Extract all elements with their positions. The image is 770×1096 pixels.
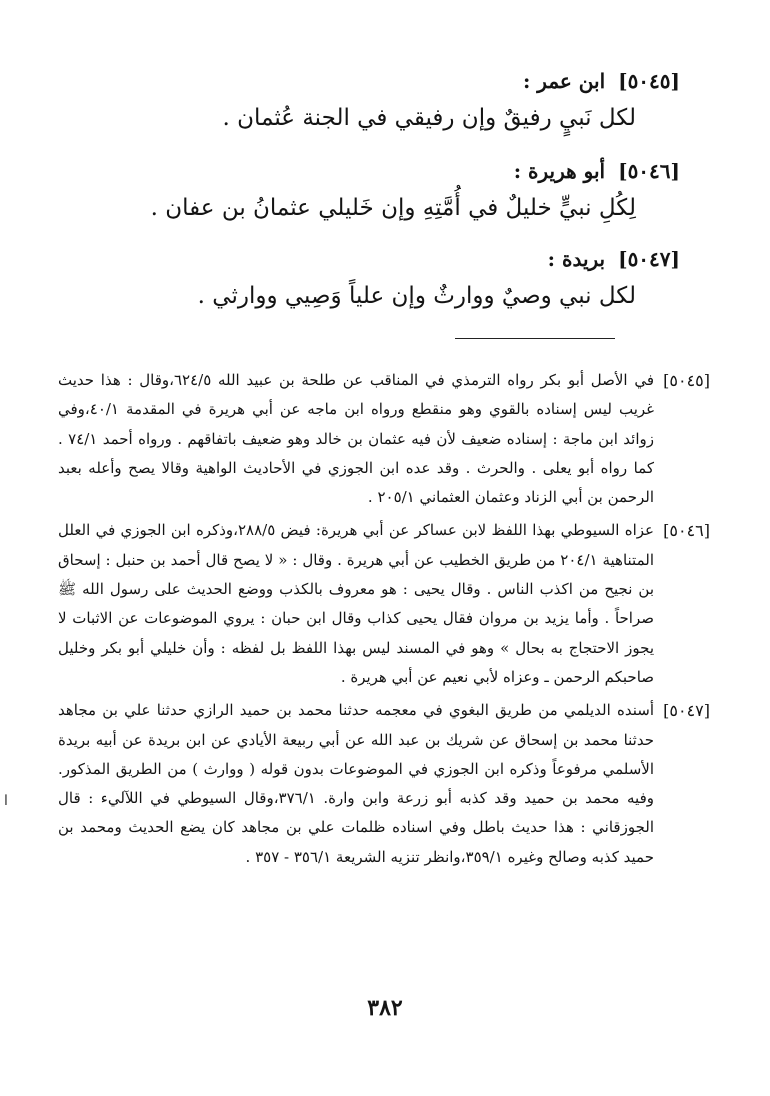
hadith-entry (120, 244, 680, 314)
entry-number: [٥٠٤٧] (618, 247, 680, 271)
entry-narrator: ابن عمر : (522, 69, 606, 93)
margin-mark: ا (4, 793, 8, 809)
footnote-number: [٥٠٤٧] (663, 701, 710, 721)
entry-text: لكل نبي وصيٌ ووارثٌ وإن علياً وَصِيي ووارثي . (197, 283, 636, 309)
entry-number: [٥٠٤٦] (618, 159, 680, 183)
entry-number: [٥٠٤٥] (618, 69, 680, 93)
entry-narrator: بريدة : (547, 247, 606, 271)
footnotes (58, 366, 710, 872)
footnote (58, 516, 710, 692)
footnote-text: في الأصل أبو بكر رواه الترمذي في المناقب عن طلحة بن عبيد الله ٦٢٤/٥،وقال : هذا حديث غريب ليس إسناده بالقوي وهو منقطع ورواه ابن ماجه عن أبي هريرة في المقدمة ٤٠/١،وفي زوائد ابن ماجة : إسناده ضعيف لأن فيه عثمان بن خالد وهو ضعيف باتفاقهم . ورواه أحمد ٧٤/١ . كما رواه أبو يعلى . والحرث . وقد عده ابن الجوزي في الأحاديث الواهية وقالا يصح وأعله بعبد الرحمن بن أبي الزناد وعثمان العثماني ٢٠٥/١ . (58, 371, 654, 507)
entry-text: لِكُلِ نبيٍّ خليلٌ في أُمَّتِهِ وإن خَليلي عثمانُ بن عفان . (150, 195, 636, 221)
entry-narrator: أبو هريرة : (513, 159, 606, 183)
footnote (58, 696, 710, 872)
footnote-number: [٥٠٤٦] (663, 521, 710, 541)
footnote-text: أسنده الديلمي من طريق البغوي في معجمه حدثنا محمد بن حميد الرازي حدثنا علي بن مجاهد حدثنا محمد بن إسحاق عن شريك بن عبد الله عن أبي ربيعة الأيادي عن ابن بريدة عن أبيه بريدة الأسلمي مرفوعاً وذكره ابن الجوزي في الموضوعات بدون قوله ( ووارث ) من الطريق المذكور. وفيه محمد بن حميد وقد كذبه أبو زرعة وابن وارة. ٣٧٦/١،وقال السيوطي في اللآليء : قال الجوزقاني : هذا حديث باطل وفي اسناده ظلمات علي بن مجاهد كان يضع الحديث ومحمد بن حميد كذبه وصالح وغيره ٣٥٩/١،وانظر تنزيه الشريعة ٣٥٦/١ - ٣٥٧ . (58, 701, 654, 866)
hadith-entry (120, 156, 680, 226)
footnote-separator (455, 338, 615, 339)
footnote-number: [٥٠٤٥] (663, 371, 710, 390)
footnote (58, 366, 710, 512)
footnote-text: عزاه السيوطي بهذا اللفظ لابن عساكر عن أبي هريرة: فيض ٢٨٨/٥،وذكره ابن الجوزي في العلل المتناهية ٢٠٤/١ من طريق الخطيب عن أبي هريرة . وقال : « لا يصح قال أحمد بن حنبل : إسحاق بن نجيح من اكذب الناس . وقال يحيى : هو معروف بالكذب ووضع الحديث على رسول الله ﷺ صراحاً . وأما يزيد بن مروان فقال يحيى كذاب وقال ابن حبان : يروي الموضوعات عن الاثبات لا يجوز الاحتجاج به بحال » وهو في المسند ليس بهذا اللفظ بل لفظه : وأن خليلي أبو بكر وخليل صاحبكم الرحمن ـ وعزاه لأبي نعيم عن أبي هريرة . (58, 521, 654, 686)
hadith-entry (120, 66, 680, 136)
entry-text: لكل نَبيٍ رفيقٌ وإن رفيقي في الجنة عُثمان . (222, 105, 636, 131)
page-number: ٣٨٢ (367, 995, 403, 1021)
